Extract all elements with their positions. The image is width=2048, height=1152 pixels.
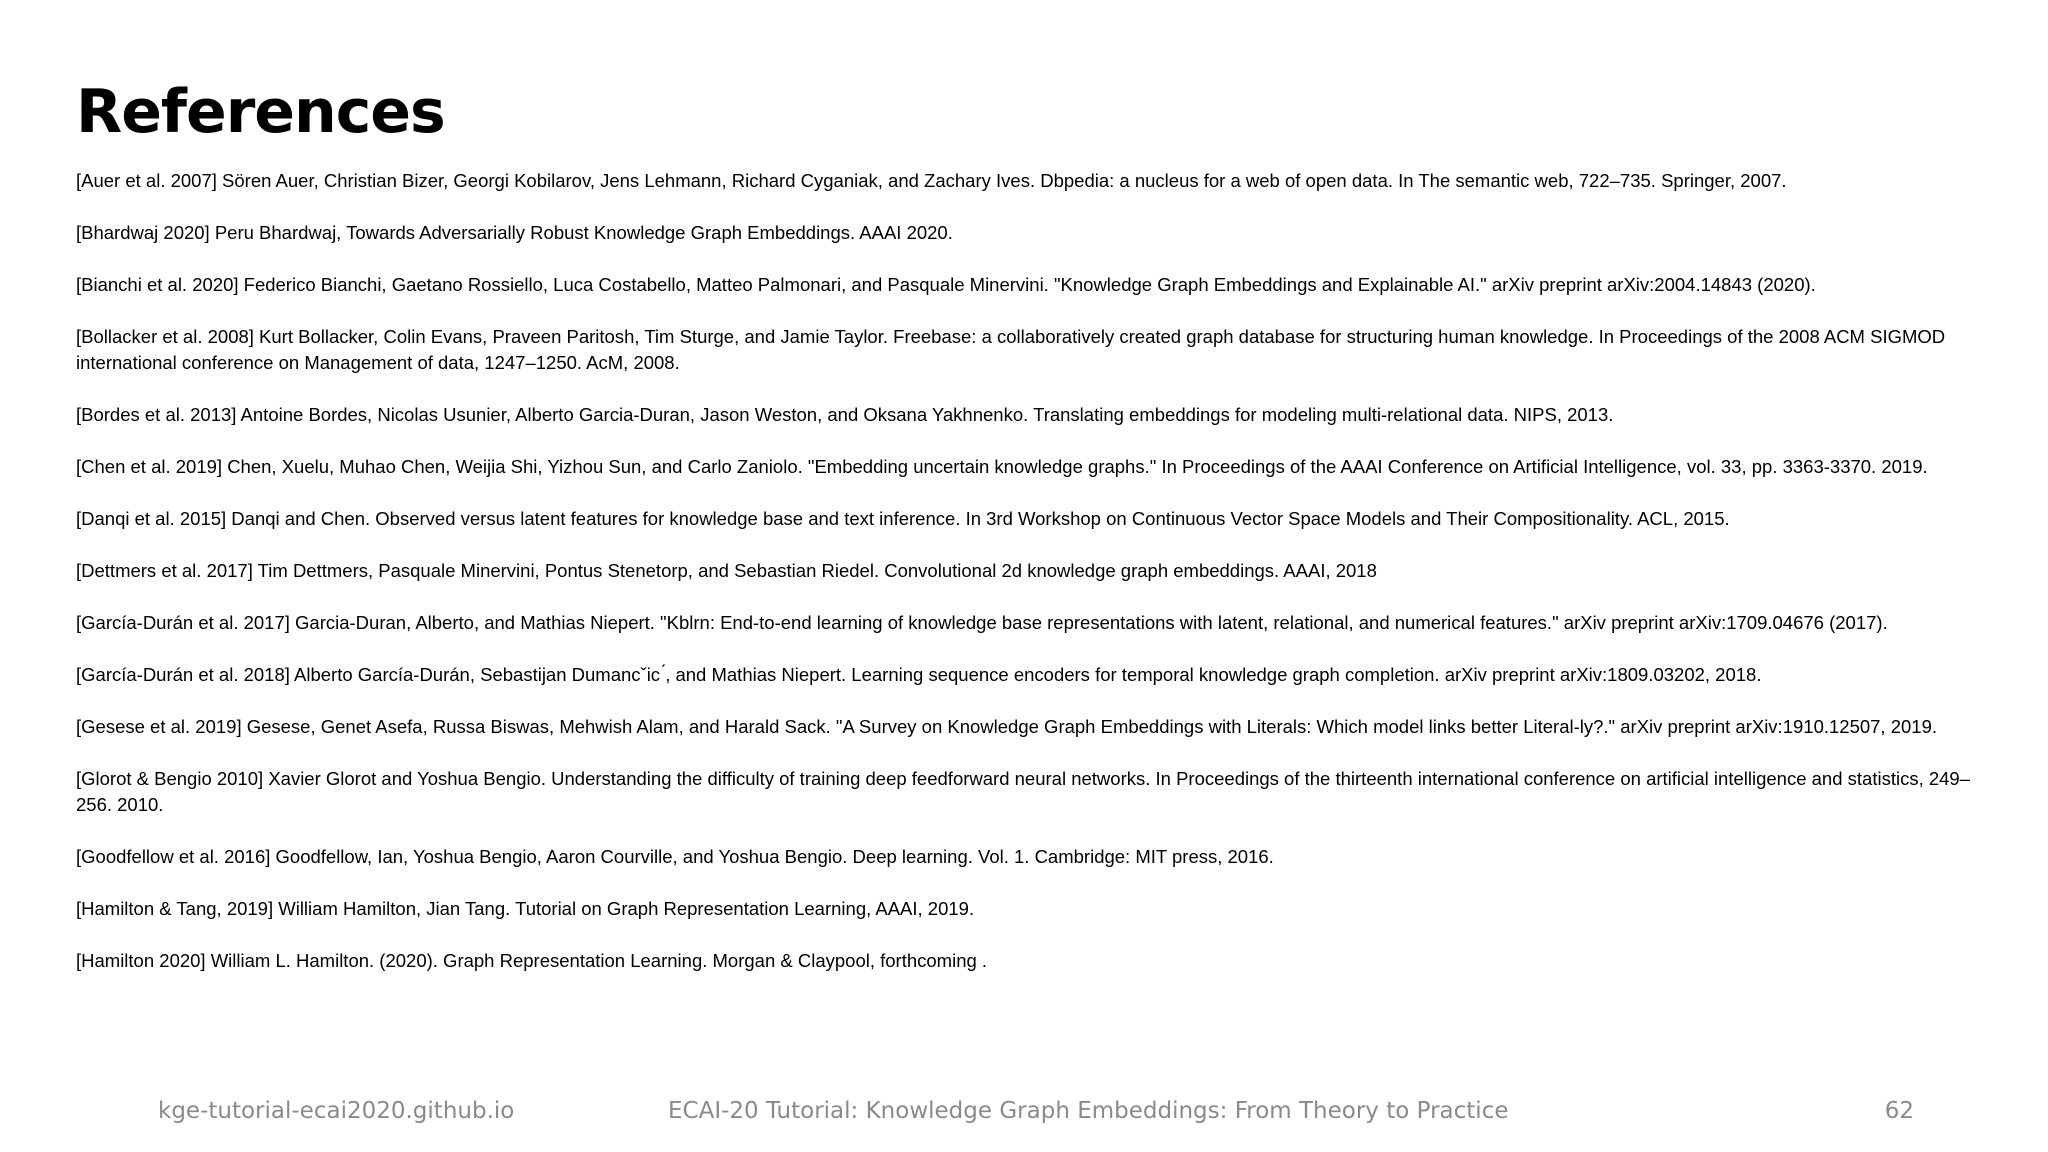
reference-item: [Bianchi et al. 2020] Federico Bianchi, Gaetano Rossiello, Luca Costabello, Matteo Palmonari, and Pasquale Minervini. "Knowledge Graph Embeddings and Explainable AI." arXiv preprint arXiv:2004.14843 (2020). [76,274,1816,295]
reference-item: [Chen et al. 2019] Chen, Xuelu, Muhao Chen, Weijia Shi, Yizhou Sun, and Carlo Zaniolo. "Embedding uncertain knowledge graphs." In Proceedings of the AAAI Conference on Artificial Intelligence, vol. 33, pp. 3363-3370. 2019. [76,456,1928,477]
reference-list [76,168,1976,1000]
reference-item: [García-Durán et al. 2017] Garcia-Duran, Alberto, and Mathias Niepert. "Kblrn: End-to-end learning of knowledge base representations with latent, relational, and numerical features." arXiv preprint arXiv:1709.04676 (2017). [76,612,1888,633]
reference-item: [Dettmers et al. 2017] Tim Dettmers, Pasquale Minervini, Pontus Stenetorp, and Sebastian Riedel. Convolutional 2d knowledge graph embeddings. AAAI, 2018 [76,560,1377,581]
page-number: 62 [1884,1098,1914,1124]
footer-website: kge-tutorial-ecai2020.github.io [158,1098,515,1124]
reference-item: [Gesese et al. 2019] Gesese, Genet Asefa, Russa Biswas, Mehwish Alam, and Harald Sack. "A Survey on Knowledge Graph Embeddings with Literals: Which model links better Literal-ly?." arXiv preprint arXiv:1910.12507, 2019. [76,716,1938,737]
reference-item: [Danqi et al. 2015] Danqi and Chen. Observed versus latent features for knowledge base and text inference. In 3rd Workshop on Continuous Vector Space Models and Their Compositionality. ACL, 2015. [76,508,1730,529]
reference-item: [Bhardwaj 2020] Peru Bhardwaj, Towards Adversarially Robust Knowledge Graph Embeddings. AAAI 2020. [76,222,953,243]
footer-tutorial-title: ECAI-20 Tutorial: Knowledge Graph Embeddings: From Theory to Practice [668,1098,1509,1124]
reference-item: [Hamilton 2020] William L. Hamilton. (2020). Graph Representation Learning. Morgan & Claypool, forthcoming . [76,950,988,971]
reference-item: [Bordes et al. 2013] Antoine Bordes, Nicolas Usunier, Alberto Garcia-Duran, Jason Weston, and Oksana Yakhnenko. Translating embeddings for modeling multi-relational data. NIPS, 2013. [76,404,1614,425]
reference-item: [Hamilton & Tang, 2019] William Hamilton, Jian Tang. Tutorial on Graph Representation Learning, AAAI, 2019. [76,898,975,919]
reference-item: [Bollacker et al. 2008] Kurt Bollacker, Colin Evans, Praveen Paritosh, Tim Sturge, and Jamie Taylor. Freebase: a collaboratively created graph database for structuring human knowledge. In Proceedings of the 2008 ACM SIGMOD international conference on Management of data, 1247–1250. AcM, 2008. [76,326,1946,373]
reference-item: [García-Durán et al. 2018] Alberto García-Durán, Sebastijan Dumancˇic ́, and Mathias Niepert. Learning sequence encoders for temporal knowledge graph completion. arXiv preprint arXiv:1809.03202, 2018. [76,664,1762,685]
reference-item: [Glorot & Bengio 2010] Xavier Glorot and Yoshua Bengio. Understanding the difficulty of training deep feedforward neural networks. In Proceedings of the thirteenth international conference on artificial intelligence and statistics, 249–256. 2010. [76,768,1971,815]
slide-title: References [76,77,445,147]
reference-item: [Auer et al. 2007] Sören Auer, Christian Bizer, Georgi Kobilarov, Jens Lehmann, Richard Cyganiak, and Zachary Ives. Dbpedia: a nucleus for a web of open data. In The semantic web, 722–735. Springer, 2007. [76,170,1787,191]
reference-item: [Goodfellow et al. 2016] Goodfellow, Ian, Yoshua Bengio, Aaron Courville, and Yoshua Bengio. Deep learning. Vol. 1. Cambridge: MIT press, 2016. [76,846,1274,867]
